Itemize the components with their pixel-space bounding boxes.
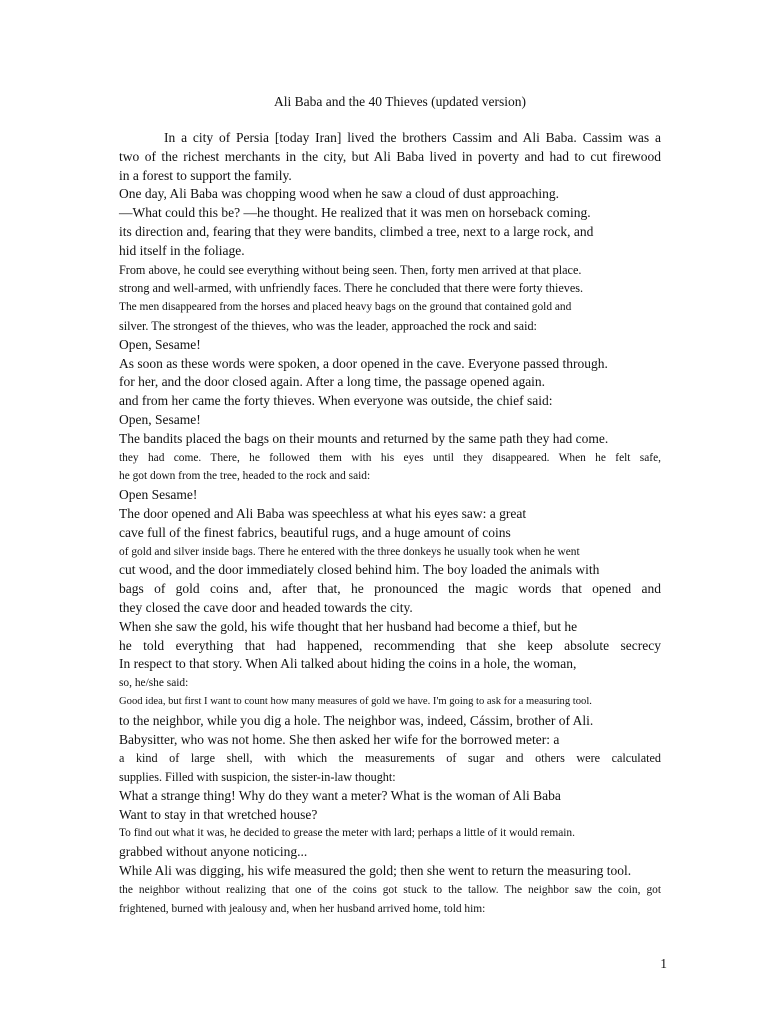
text-line: cave full of the finest fabrics, beautiful rugs, and a huge amount of coins bbox=[119, 524, 511, 540]
text-line: The men disappeared from the horses and placed heavy bags on the ground that contained gold and bbox=[119, 301, 572, 314]
text-line: One day, Ali Baba was chopping wood when he saw a cloud of dust approaching. bbox=[119, 186, 560, 202]
text-line: its direction and, fearing that they were bandits, climbed a tree, next to a large rock, and bbox=[119, 223, 594, 239]
text-line: and from her came the forty thieves. When everyone was outside, the chief said: bbox=[119, 393, 553, 409]
text-line: for her, and the door closed again. After a long time, the passage opened again. bbox=[119, 374, 546, 390]
text-line: When she saw the gold, his wife thought that her husband had become a thief, but he bbox=[119, 618, 578, 634]
text-line: he got down from the tree, headed to the rock and said: bbox=[119, 470, 371, 483]
text-line: bags of gold coins and, after that, he pronounced the magic words that opened and bbox=[119, 581, 661, 597]
text-line: a kind of large shell, with which the measurements of sugar and others were calculated bbox=[119, 751, 661, 766]
text-line: Open, Sesame! bbox=[119, 411, 201, 427]
text-line: hid itself in the foliage. bbox=[119, 242, 245, 258]
text-line: strong and well-armed, with unfriendly faces. There he concluded that there were forty thieves. bbox=[119, 281, 584, 296]
text-line: silver. The strongest of the thieves, who was the leader, approached the rock and said: bbox=[119, 318, 537, 333]
page-number: 1 bbox=[660, 956, 667, 971]
document-body bbox=[119, 129, 661, 918]
text-line: they closed the cave door and headed towards the city. bbox=[119, 599, 413, 615]
text-line: Open, Sesame! bbox=[119, 336, 201, 352]
text-line: supplies. Filled with suspicion, the sister-in-law thought: bbox=[119, 770, 396, 785]
text-line: While Ali was digging, his wife measured the gold; then she went to return the measuring tool. bbox=[119, 863, 632, 879]
text-line: grabbed without anyone noticing... bbox=[119, 844, 308, 860]
text-line: The door opened and Ali Baba was speechless at what his eyes saw: a great bbox=[119, 505, 527, 521]
text-line: The bandits placed the bags on their mounts and returned by the same path they had come. bbox=[119, 430, 609, 446]
text-line: From above, he could see everything without being seen. Then, forty men arrived at that place. bbox=[119, 262, 582, 277]
text-line: so, he/she said: bbox=[119, 677, 189, 690]
text-line: Babysitter, who was not home. She then asked her wife for the borrowed meter: a bbox=[119, 731, 560, 747]
text-line: cut wood, and the door immediately closed behind him. The boy loaded the animals with bbox=[119, 562, 600, 578]
text-line: —What could this be? —he thought. He realized that it was men on horseback coming. bbox=[119, 205, 591, 221]
text-line: they had come. There, he followed them with his eyes until they disappeared. When he felt safe, bbox=[119, 451, 661, 464]
text-line: Open Sesame! bbox=[119, 487, 198, 503]
text-line: in a forest to support the family. bbox=[119, 167, 292, 183]
text-line: As soon as these words were spoken, a door opened in the cave. Everyone passed through. bbox=[119, 355, 608, 371]
text-line: of gold and silver inside bags. There he entered with the three donkeys he usually took when he went bbox=[119, 545, 580, 558]
text-line: In respect to that story. When Ali talked about hiding the coins in a hole, the woman, bbox=[119, 656, 577, 672]
text-line: two of the richest merchants in the city, but Ali Baba lived in poverty and had to cut firewood bbox=[119, 148, 661, 164]
text-line: the neighbor without realizing that one of the coins got stuck to the tallow. The neighbor saw the coin, got bbox=[119, 883, 661, 896]
text-line: Good idea, but first I want to count how many measures of gold we have. I'm going to ask for a measuring tool. bbox=[119, 695, 592, 707]
text-line: In a city of Persia [today Iran] lived the brothers Cassim and Ali Baba. Cassim was a bbox=[164, 130, 661, 145]
text-line: he told everything that had happened, recommending that she keep absolute secrecy bbox=[119, 637, 661, 653]
text-line: What a strange thing! Why do they want a meter? What is the woman of Ali Baba bbox=[119, 787, 561, 803]
text-line: Want to stay in that wretched house? bbox=[119, 806, 318, 822]
text-line: to the neighbor, while you dig a hole. The neighbor was, indeed, Cássim, brother of Ali. bbox=[119, 712, 594, 728]
text-line: frightened, burned with jealousy and, when her husband arrived home, told him: bbox=[119, 902, 486, 915]
document-title: Ali Baba and the 40 Thieves (updated version) bbox=[273, 94, 527, 109]
text-line: To find out what it was, he decided to grease the meter with lard; perhaps a little of it would remain. bbox=[119, 827, 575, 840]
